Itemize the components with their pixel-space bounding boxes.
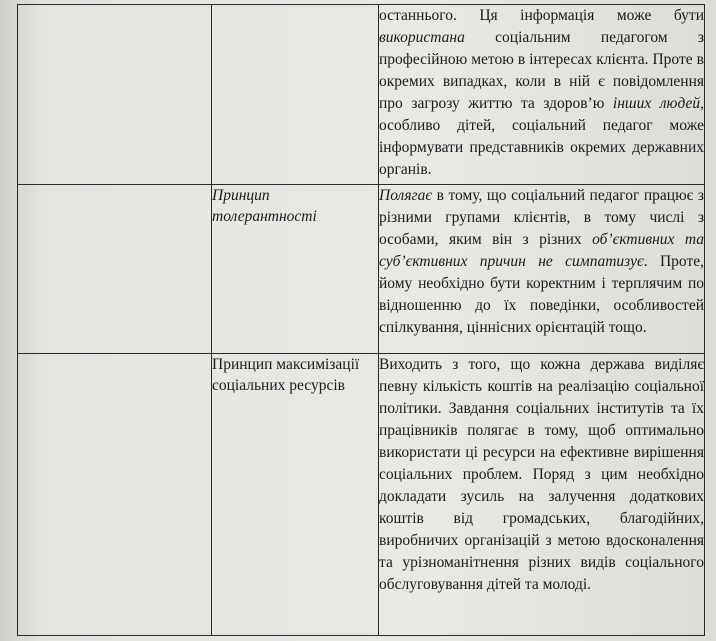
empty-cell: [18, 354, 212, 636]
principle-name: Принцип толерантності: [212, 187, 317, 225]
description-text: використана: [379, 29, 465, 46]
description-text: соціальним педагогом з професійною метою в інтересах клієнта. Проте в окремих випадках, коли в ній є повідомлення про загрозу життю та здоров’ю: [379, 29, 704, 112]
table-row: [18, 354, 705, 636]
description-text: інших людей: [612, 95, 701, 112]
principle-name: Принцип максимізації соціальних ресурсів: [212, 356, 360, 394]
empty-cell: [18, 5, 212, 185]
principle-description-cell: [379, 354, 705, 636]
principle-name-cell: [212, 5, 379, 185]
principles-table: [17, 4, 705, 636]
description-text: Виходить з того, що кожна держава виділяє певну кількість коштів на реалізацію соціальної політики. Завдання соціальних інститутів та їх працівників полягає в тому, щоб оптимально використати ці ресурси на ефективне вирішення соціальних проблем. Поряд з цим необхідно докладати зусиль на залучення додаткових коштів від громадських, благодійних, виробничих організацій з метою вдосконалення та урізноманітнення різних видів соціального обслуговування дітей та молоді.: [379, 356, 704, 593]
principle-description-cell: [379, 5, 705, 185]
table-row: [18, 5, 705, 185]
description-text: Полягає: [379, 187, 433, 204]
description-text: . Проте, йому необхідно бути коректним і терплячим по відношенню до їх поведінки, особливостей спілкування, ціннісних орієнтацій тощо.: [379, 253, 704, 336]
description-text: , особливо дітей, соціальний педагог може інформувати представників окремих державних органів.: [379, 95, 704, 178]
empty-cell: [18, 185, 212, 354]
description-text: останнього. Ця інформація може бути: [379, 7, 704, 24]
description-text: в тому, що соціальний педагог працює з різними групами клієнтів, в тому числі з особами, яким він з різних: [379, 187, 704, 248]
principle-name-cell: [212, 354, 379, 636]
principle-description-cell: [379, 185, 705, 354]
principle-name-cell: [212, 185, 379, 354]
table-row: [18, 185, 705, 354]
description-text: об’єктивних та суб’єктивних причин не симпатизує: [379, 231, 704, 270]
